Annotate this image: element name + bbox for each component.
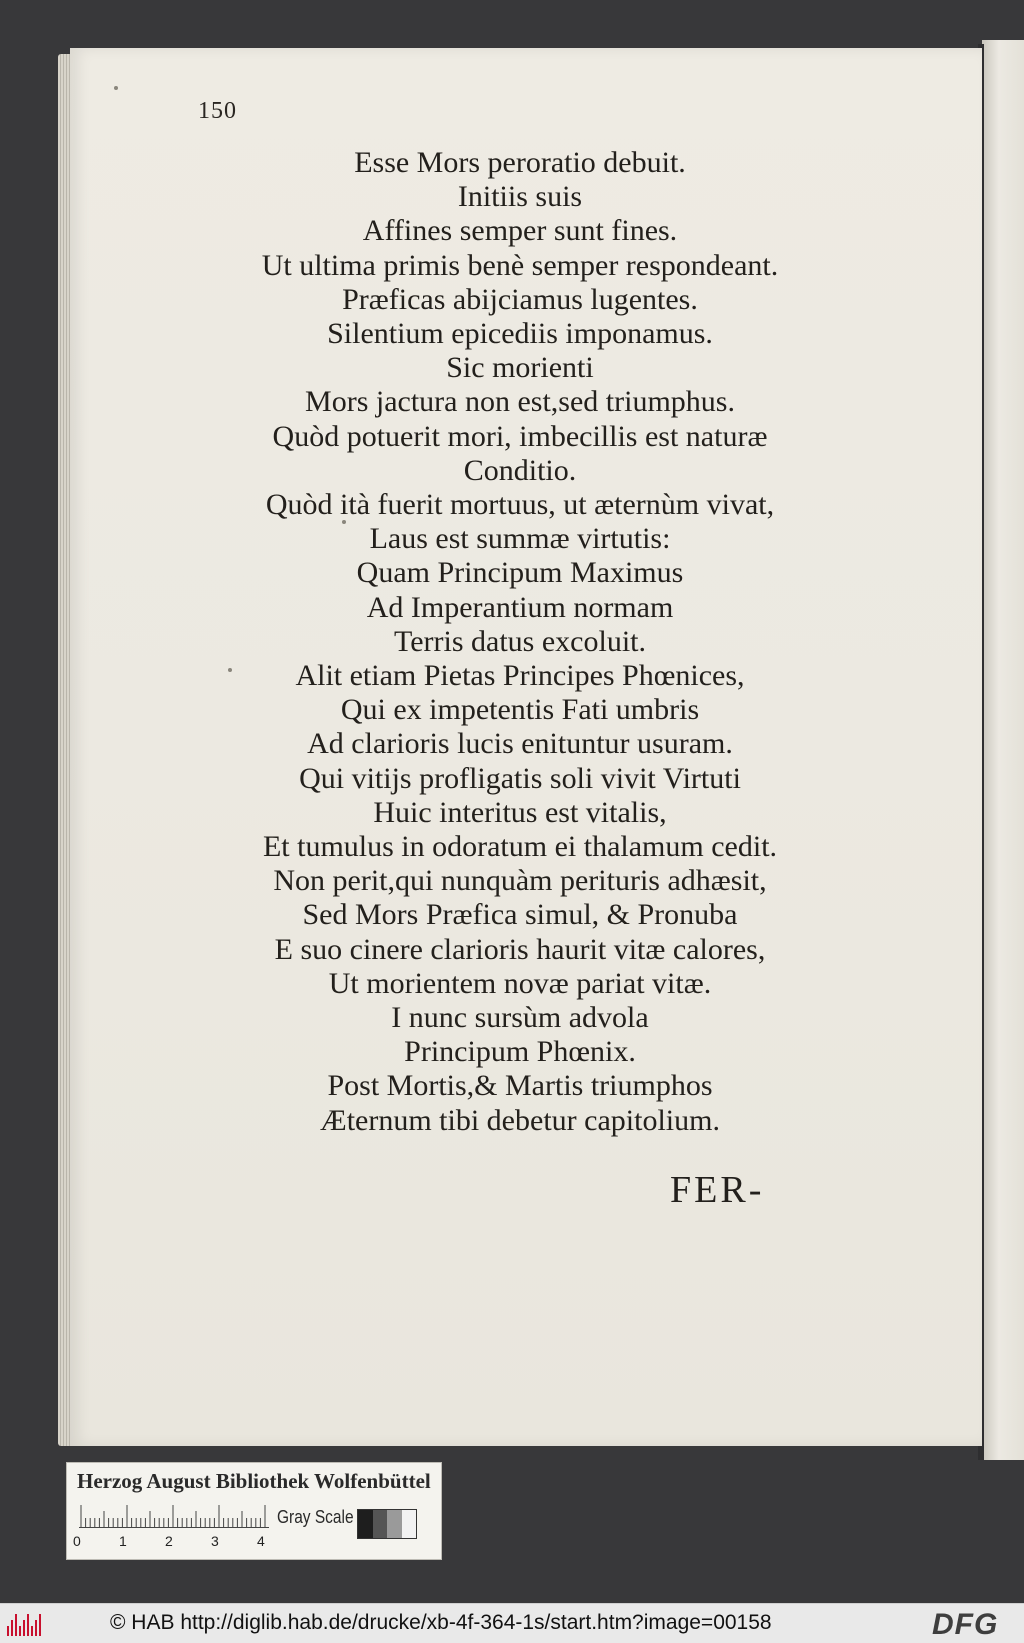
text-line: Sic morienti [446, 351, 594, 385]
logo-bar [35, 1620, 37, 1636]
copyright-url[interactable]: © HAB http://diglib.hab.de/drucke/xb-4f-364-1s/start.htm?image=00158 [110, 1611, 772, 1634]
text-line: Terris datus excoluit. [394, 624, 646, 658]
logo-bar [27, 1614, 29, 1636]
text-line: E suo cinere clarioris haurit vitæ calores, [274, 932, 766, 966]
page-number: 150 [198, 98, 237, 124]
ruler-number: 3 [211, 1533, 219, 1549]
gray-swatch [387, 1510, 402, 1538]
text-line: Quam Principum Maximus [356, 556, 684, 590]
logo-bar [23, 1620, 25, 1636]
text-line: Silentium epicediis imponamus. [327, 317, 713, 351]
library-color-card [66, 1462, 442, 1560]
text-line: Quòd ità fuerit mortuus, ut æternùm vivat, [265, 488, 775, 522]
text-line: Non perit,qui nunquàm perituris adhæsit, [273, 864, 767, 898]
paper-speck [114, 86, 118, 90]
footer-bar [0, 1603, 1024, 1643]
text-line: I nunc sursùm advola [391, 1001, 649, 1035]
text-line: Laus est summæ virtutis: [369, 522, 671, 556]
institution-name: Herzog August Bibliothek Wolfenbüttel [77, 1469, 431, 1493]
gray-scale-swatches [357, 1509, 417, 1539]
text-line: Ut ultima primis benè semper respondeant. [261, 248, 779, 282]
text-line: Ut morientem novæ pariat vitæ. [328, 966, 712, 1000]
printed-text-block [170, 146, 870, 1138]
scale-ruler [79, 1503, 269, 1528]
gray-swatch [402, 1510, 417, 1538]
logo-bar [31, 1626, 33, 1636]
hab-logo-icon [6, 1610, 44, 1638]
text-line: Mors jactura non est,sed triumphus. [305, 385, 735, 419]
facing-page-edge [982, 40, 1024, 1460]
text-line: Qui vitijs profligatis soli vivit Virtuti [299, 761, 741, 795]
dfg-logo: DFG [932, 1608, 999, 1641]
text-line: Qui ex impetentis Fati umbris [340, 693, 700, 727]
text-line: Sed Mors Præfica simul, & Pronuba [302, 898, 738, 932]
logo-bar [19, 1626, 21, 1636]
logo-bar [11, 1620, 13, 1636]
logo-bar [39, 1614, 41, 1636]
text-line: Initiis suis [457, 180, 583, 214]
text-line: Ad Imperantium normam [366, 590, 674, 624]
text-line: Quòd potuerit mori, imbecillis est naturæ [272, 419, 768, 453]
logo-bar [15, 1614, 17, 1636]
text-line: Alit etiam Pietas Principes Phœnices, [295, 659, 745, 693]
text-line: Esse Mors peroratio debuit. [354, 146, 686, 179]
gray-swatch [358, 1510, 373, 1538]
text-line: Affines semper sunt fines. [362, 214, 678, 248]
text-line: Præficas abijciamus lugentes. [342, 282, 698, 316]
ruler-ticks [79, 1503, 269, 1527]
text-line: Æternum tibi debetur capitolium. [320, 1103, 720, 1137]
ruler-number: 2 [165, 1533, 173, 1549]
text-line: Conditio. [463, 453, 577, 487]
text-line: Principum Phœnix. [404, 1035, 636, 1069]
ruler-number: 0 [73, 1533, 81, 1549]
text-line: Post Mortis,& Martis triumphos [327, 1069, 713, 1103]
gray-swatch [373, 1510, 388, 1538]
text-line: Ad clarioris lucis enituntur usuram. [307, 727, 733, 761]
ruler-number: 1 [119, 1533, 127, 1549]
logo-bar [7, 1626, 9, 1636]
gray-scale-label: Gray Scale [277, 1507, 354, 1527]
ruler-number: 4 [257, 1533, 265, 1549]
text-line: Huic interitus est vitalis, [373, 795, 667, 829]
catchword: FER- [670, 1169, 765, 1211]
text-line: Et tumulus in odoratum ei thalamum cedit. [262, 830, 778, 864]
